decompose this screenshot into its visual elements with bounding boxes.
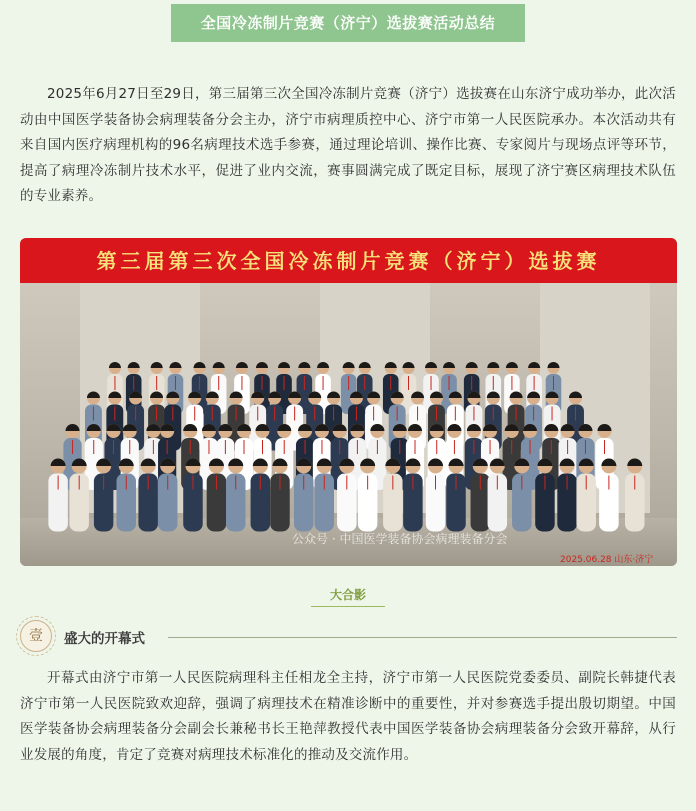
person-hair <box>66 424 80 431</box>
person-hair <box>213 362 225 368</box>
person-hair <box>236 362 248 368</box>
photo-watermark: 公众号 · 中国医学装备协会病理装备分会 <box>292 532 508 546</box>
section-title: 盛大的开幕式 <box>64 631 145 647</box>
section-number-seal: 壹 <box>20 620 52 652</box>
person-hair <box>51 459 66 467</box>
person-hair <box>385 362 397 368</box>
person-hair <box>169 362 181 368</box>
person-hair <box>425 362 437 368</box>
intro-paragraph: 2025年6月27日至29日，第三届第三次全国冷冻制片竞赛（济宁）选拔赛在山东济宁成功举办，此次活动由中国医学装备协会病理装备分会主办，济宁市病理质控中心、济宁市第一人民医院承办。本次活动共有来自国内医疗病理机构的96名病理技术选手参赛，通过理论培训、操作比赛、专家阅片与现场点评等环节，提高了病理冷冻制片技术水平，促进了业内交流，赛事圆满完成了既定目标，展现了济宁赛区病理技术队伍的专业素养。 <box>20 86 676 204</box>
person-hair <box>597 424 611 431</box>
person-hair <box>298 362 310 368</box>
person-hair <box>403 362 415 368</box>
person-hair <box>506 362 518 368</box>
section-divider <box>168 637 677 638</box>
caption-underline <box>311 606 385 607</box>
crowd-illustration <box>20 283 677 566</box>
section-header <box>20 620 677 654</box>
person-hair <box>109 362 121 368</box>
photo-date-stamp: 2025.06.28 山东·济宁 <box>560 555 654 565</box>
person-hair <box>547 362 559 368</box>
person-hair <box>443 362 455 368</box>
person-hair <box>278 362 290 368</box>
person-hair <box>128 362 140 368</box>
person-hair <box>151 362 163 368</box>
person-hair <box>194 362 206 368</box>
person-hair <box>359 362 371 368</box>
person-hair <box>256 362 268 368</box>
person-hair <box>466 362 478 368</box>
article-title: 全国冷冻制片竞赛（济宁）选拔赛活动总结 <box>171 4 525 42</box>
person-hair <box>627 459 642 467</box>
opening-ceremony-paragraph: 开幕式由济宁市第一人民医院病理科主任相龙全主持，济宁市第一人民医院党委委员、副院长韩捷代表济宁市第一人民医院致欢迎辞，强调了病理技术在精准诊断中的重要性，并对参赛选手提出殷切期望。中国医学装备协会病理装备分会副会长兼秘书长王艳萍教授代表中国医学装备协会病理装备分会致开幕辞，从行业发展的角度，肯定了竞赛对病理技术标准化的推动及交流作用。 <box>20 670 676 763</box>
person-hair <box>569 392 582 399</box>
person-hair <box>487 362 499 368</box>
person-hair <box>528 362 540 368</box>
person-hair <box>343 362 355 368</box>
photo-banner: 第三届第三次全国冷冻制片竞赛（济宁）选拔赛 <box>20 238 677 283</box>
person-hair <box>87 392 100 399</box>
group-photo <box>20 238 677 566</box>
photo-caption: 大合影 <box>329 588 366 602</box>
person-hair <box>317 362 329 368</box>
